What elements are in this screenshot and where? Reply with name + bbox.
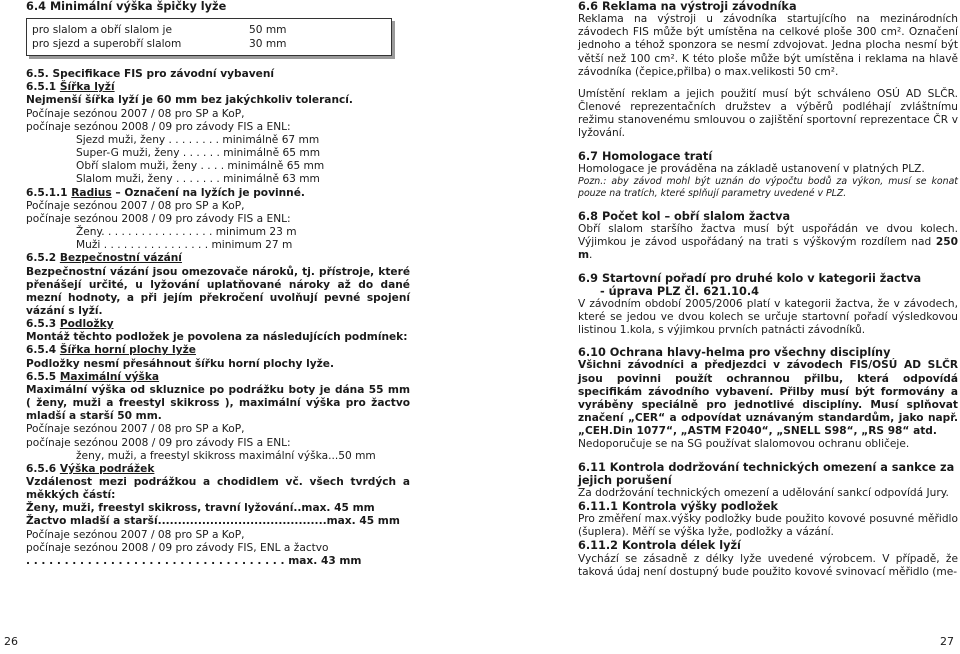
since-2007-text: Počínaje sezónou 2007 / 08 pro SP a KoP,	[26, 107, 245, 120]
section-number: 6.5.5	[26, 370, 57, 383]
since-2008-text: počínaje sezónou 2008 / 09 pro závody FIS, ENL a žactvo	[26, 541, 329, 554]
section-number: 6.5.3	[26, 318, 57, 331]
since-2007-text: Počínaje sezónou 2007 / 08 pro SP a KoP,	[26, 528, 245, 541]
section-6-5-2-heading	[26, 252, 410, 265]
max-height-text: Maximální výška od skluznice po podrážku boty je dána 55 mm ( ženy, muži a freestyl skikross ), maximální výška pro žactvo mladší a starší 50 mm.	[26, 383, 410, 423]
section-title: Šířka lyží	[59, 81, 115, 94]
section-6-11-1-title: 6.11.1 Kontrola výšky podložek	[578, 500, 779, 513]
runs-text-end: .	[589, 249, 593, 262]
since-2007-text: Počínaje sezónou 2007 / 08 pro SP a KoP,	[26, 199, 245, 212]
section-number: 6.5.1.1	[26, 186, 68, 199]
section-6-10-title: 6.10 Ochrana hlavy-helma pro všechny disciplíny	[578, 346, 891, 360]
box-label-slalom: pro slalom a obří slalom je	[32, 24, 173, 37]
width-giant-slalom: Obří slalom muži, ženy . . . . minimálně 65 mm	[76, 160, 325, 173]
control-text: Za dodržování technických omezení a udělování sankcí odpovídá Jury.	[578, 486, 949, 499]
section-6-5-title: 6.5. Specifikace FIS pro závodní vybavení	[26, 68, 275, 81]
homologation-note: Pozn.: aby závod mohl být uznán do výpočtu bodů za výkon, musí se konat pouze na tratích, které splňují parametry uvedené v PLZ.	[578, 175, 958, 200]
ski-width-rule: Nejmenší šířka lyží je 60 mm bez jakýchkoliv tolerancí.	[26, 94, 353, 107]
section-number: 6.5.4	[26, 344, 57, 357]
runs-text	[578, 223, 958, 262]
width-downhill: Sjezd muži, ženy . . . . . . . . minimálně 67 mm	[76, 133, 320, 146]
since-2007-text: Počínaje sezónou 2007 / 08 pro SP a KoP,	[26, 423, 245, 436]
plates-width-text: Podložky nesmí přesáhnout šířku horní plochy lyže.	[26, 357, 334, 370]
section-6-5-3-heading	[26, 318, 410, 331]
section-6-5-1-1-heading	[26, 187, 410, 200]
advertising-text: Reklama na výstroji u závodníka startujícího na mezinárodních závodech FIS může být umístěna na celkové ploše 300 cm². Označení jednoho a téhož sponzora se nesmí zdvojovat. Jedna plocha nesmí být větší než 100 cm². K této ploše může být umístěna i reklama na hlavě závodníka (čepice,přilba) o max.velikosti 50 cm².	[578, 13, 958, 78]
right-column	[578, 0, 958, 579]
section-6-4-title: 6.4 Minimální výška špičky lyže	[26, 0, 227, 13]
section-6-5-1-heading	[26, 81, 410, 94]
section-6-5-6-heading	[26, 463, 410, 476]
binding-text: Bezpečnostní vázání jsou omezovače nároků, tj. přístroje, které přenášejí určité, u lyžování uplatňované nároky až do dané mezní hodnoty, a při jejím překročení uvolňují pevné spojení vázání s lyží.	[26, 265, 410, 317]
section-title: Šířka horní plochy lyže	[59, 344, 196, 357]
section-6-6-title: 6.6 Reklama na výstroji závodníka	[578, 0, 797, 13]
section-6-9-title: 6.9 Startovní pořadí pro druhé kolo v kategorii žactva	[578, 271, 922, 285]
page-number-left: 26	[4, 635, 18, 648]
page-number-right: 27	[940, 635, 954, 648]
box-value-slalom: 50 mm	[249, 24, 287, 37]
plate-height-control-text: Pro změření max.výšky podložky bude použito kovové posuvné měřidlo (šuplera). Měří se výška lyže, podložky a vázání.	[578, 513, 958, 539]
sole-height-final: . . . . . . . . . . . . . . . . . . . . . . . . . . . . . . . . . . max. 43 mm	[26, 554, 362, 567]
box-label-downhill: pro sjezd a superobří slalom	[32, 38, 182, 51]
box-value-downhill: 30 mm	[249, 38, 287, 51]
since-2008-text: počínaje sezónou 2008 / 09 pro závody FIS a ENL:	[26, 436, 291, 449]
ski-length-control-text: Vychází se zásadně z délky lyže uvedené výrobcem. V případě, že taková údaj není dostupný bude použito kovové svinovací měřidlo (me-	[578, 552, 958, 578]
plates-text: Montáž těchto podložek je povolena za následujících podmínek:	[26, 331, 408, 344]
section-number: 6.5.2	[26, 252, 57, 265]
helmet-text-2: Nedoporučuje se na SG používat slalomovou ochranu obličeje.	[578, 438, 910, 451]
homologation-text: Homologace je prováděna na základě ustanovení v platných PLZ.	[578, 162, 925, 175]
section-6-5-4-heading	[26, 344, 410, 357]
sole-height-line-1: Ženy, muži, freestyl skikross, travní lyžování..max. 45 mm	[26, 502, 375, 515]
width-slalom: Slalom muži, ženy . . . . . . . minimálně 63 mm	[76, 173, 320, 186]
section-title: Maximální výška	[59, 370, 160, 383]
section-title: Bezpečnostní vázání	[59, 252, 182, 265]
ski-tip-height-box	[26, 18, 392, 56]
since-2008-text: počínaje sezónou 2008 / 09 pro závody FIS a ENL:	[26, 212, 291, 225]
runs-text-body: Obří slalom staršího žactva musí být uspořádán ve dvou kolech. Výjimkou je závod uspořádaný na trati s výškovým rozdílem nad	[578, 223, 958, 249]
section-title: Podložky	[59, 318, 114, 331]
section-6-5-5-heading	[26, 371, 410, 384]
sole-height-line-2: Žactvo mladší a starší..........................................max. 45 mm	[26, 515, 400, 528]
section-6-11-2-title: 6.11.2 Kontrola délek lyží	[578, 539, 741, 553]
section-number: 6.5.6	[26, 462, 57, 475]
radius-men: Muži . . . . . . . . . . . . . . . . minimum 27 m	[76, 239, 293, 252]
section-6-7-title: 6.7 Homologace tratí	[578, 149, 713, 163]
section-6-8-title: 6.8 Počet kol – obří slalom žactva	[578, 209, 791, 223]
width-super-g: Super-G muži, ženy . . . . . . minimálně 65 mm	[76, 147, 321, 160]
section-number: 6.5.1	[26, 81, 57, 94]
since-2008-text: počínaje sezónou 2008 / 09 pro závody FIS a ENL:	[26, 120, 291, 133]
start-order-text: V závodním období 2005/2006 platí v kategorii žactva, že v závodech, které se jedou ve dvou kolech se určuje startovní pořadí výsledkovou listinou 1.kola, s výjimkou prvních patnácti závodníků.	[578, 297, 958, 337]
section-title: Výška podrážek	[59, 462, 155, 475]
sole-height-text: Vzdálenost mezi podrážkou a chodidlem vč. všech tvrdých a měkkých částí:	[26, 476, 410, 502]
section-title: Radius	[71, 186, 112, 199]
section-6-9-subtitle: - úprava PLZ čl. 621.10.4	[600, 284, 760, 298]
helmet-text: Všichni závodníci a předjezdci v závodech FIS/OSÚ AD SLČR jsou povinni použít ochrannou přilbu, která odpovídá specifikám závodního vybavení. Přilby musí být formovány a vyráběny speciálně pro jednotlivé disciplíny. Musí splňovat značení „CER“ a odpovídat uznávaným standardům, jako např. „CEH.Din 1077“, „ASTM F2040“, „SNELL S98“, „RS 98“ atd.	[578, 359, 958, 438]
section-title-rest: – Označení na lyžích je povinné.	[111, 186, 305, 199]
advertising-approval-text: Umístění reklam a jejich použití musí být schváleno OSÚ AD SLČR. Členové reprezentačních družstev a výběrů podléhají zvláštnímu režimu stanovenému smlouvou o zajištění sportovní reprezentace ČR v lyžování.	[578, 87, 958, 140]
runs-text-bold: 250 m	[578, 236, 958, 262]
radius-women: Ženy. . . . . . . . . . . . . . . . . minimum 23 m	[76, 226, 297, 239]
max-height-limit: ženy, muži, a freestyl skikross maximální výška...50 mm	[76, 449, 376, 462]
left-column	[26, 0, 410, 568]
section-6-11-title: 6.11 Kontrola dodržování technických omezení a sankce za jejich porušení	[578, 460, 955, 487]
